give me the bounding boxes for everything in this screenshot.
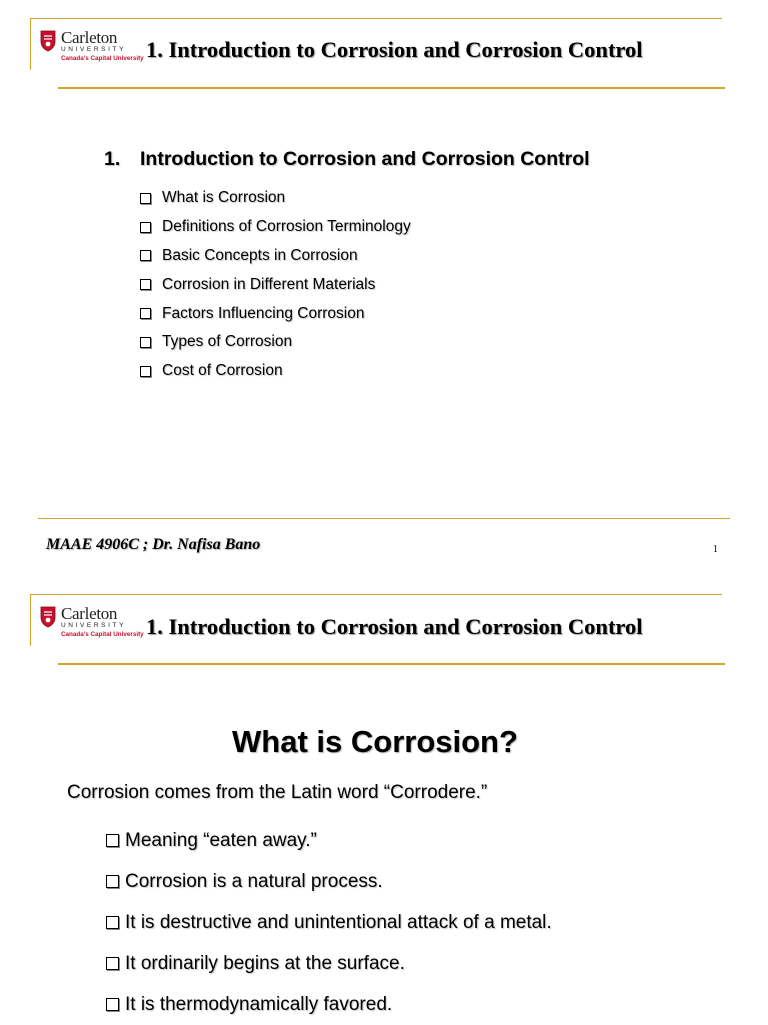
header-frame-left [30,594,31,646]
logo-university: UNIVERSITY [61,46,127,53]
list-item: Factors Influencing Corrosion [140,299,411,328]
intro-text: Corrosion comes from the Latin word “Corrodere.” [67,782,488,803]
checkbox-square-icon [140,250,151,261]
section-heading [104,148,590,171]
list-item: It is thermodynamically favored. [106,984,552,1025]
header-frame-top [30,18,722,19]
footer-rule [38,518,730,519]
carleton-shield-icon [40,30,56,52]
checkbox-square-icon [106,957,119,970]
header-title: 1. Introduction to Corrosion and Corrosion Control [146,614,643,639]
slide-2 [0,576,768,1024]
list-item: Types of Corrosion [140,328,411,357]
page-number: 1 [713,544,718,555]
header-rule [58,663,725,665]
list-item: Meaning “eaten away.” [106,820,552,861]
list-item: What is Corrosion [140,184,411,213]
topic-list [140,184,411,386]
header-rule [58,87,725,89]
checkbox-square-icon [106,834,119,847]
header-title: 1. Introduction to Corrosion and Corrosion Control [146,37,643,62]
logo-tagline: Canada's Capital University [61,630,144,638]
checkbox-square-icon [106,916,119,929]
page-title: What is Corrosion? [232,724,518,759]
header-frame-left [30,18,31,70]
point-list [106,820,552,1025]
checkbox-square-icon [140,308,151,319]
list-item: Corrosion is a natural process. [106,861,552,902]
logo-name: Carleton [61,28,118,47]
checkbox-square-icon [140,222,151,233]
checkbox-square-icon [140,279,151,290]
checkbox-square-icon [140,193,151,204]
footer-course: MAAE 4906C ; Dr. Nafisa Bano [46,536,261,553]
logo-tagline: Canada's Capital University [61,54,144,62]
logo-university: UNIVERSITY [61,622,127,629]
section-number: 1. [104,148,121,170]
carleton-shield-icon [40,606,56,628]
list-item: Corrosion in Different Materials [140,270,411,299]
carleton-logo [40,605,144,638]
carleton-logo [40,29,144,62]
header-frame-top [30,594,722,595]
list-item: Cost of Corrosion [140,357,411,386]
logo-name: Carleton [61,604,118,623]
checkbox-square-icon [106,998,119,1011]
list-item: It is destructive and unintentional attack of a metal. [106,902,552,943]
list-item: Basic Concepts in Corrosion [140,242,411,271]
checkbox-square-icon [140,366,151,377]
section-title: Introduction to Corrosion and Corrosion Control [140,148,590,170]
list-item: It ordinarily begins at the surface. [106,943,552,984]
checkbox-square-icon [140,337,151,348]
checkbox-square-icon [106,875,119,888]
list-item: Definitions of Corrosion Terminology [140,213,411,242]
